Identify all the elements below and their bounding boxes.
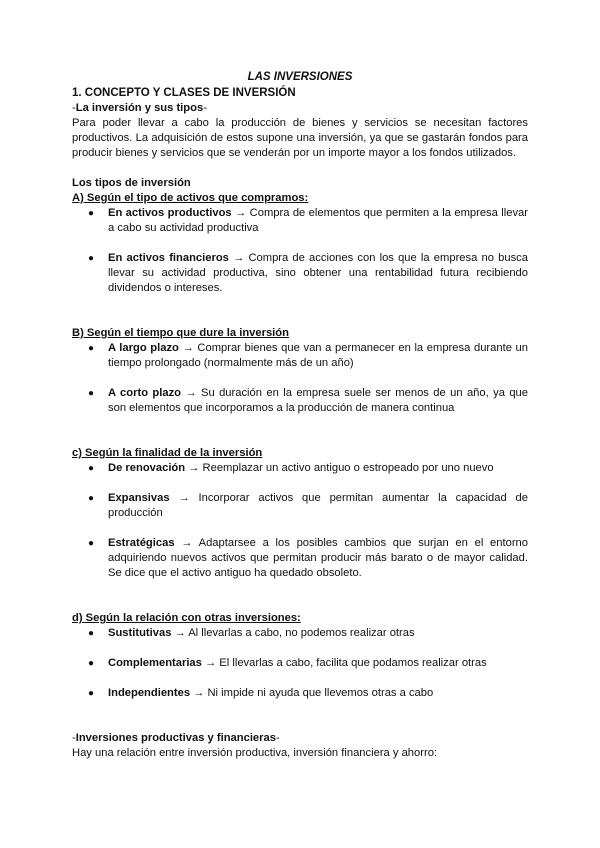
group-a-list bbox=[72, 206, 528, 296]
list-item: ● En activos financieros → Compra de acciones con los que la empresa no busca llevar su actividad productiva, sino obtener una rentabilidad futura recibiendo dividendos o intereses. bbox=[88, 252, 528, 294]
relation-paragraph: Hay una relación entre inversión productiva, inversión financiera y ahorro: bbox=[72, 747, 438, 759]
bullet-icon: ● bbox=[88, 538, 95, 549]
list-item: ● De renovación → Reemplazar un activo antiguo o estropeado por uno nuevo bbox=[88, 462, 494, 474]
subheading-productive-financial: -Inversiones productivas y financieras- bbox=[72, 732, 280, 744]
group-c-heading: c) Según la finalidad de la inversión bbox=[72, 447, 263, 459]
intro-paragraph: Para poder llevar a cabo la producción de bienes y servicios se necesitan factores productivos. La adquisición de estos supone una inversión, ya que se gastarán fondos para producir bienes y servicios que se venderán por un importe mayor a los fondos utilizados. bbox=[72, 117, 528, 159]
bullet-icon: ● bbox=[88, 493, 95, 504]
list-item: ● A largo plazo → Comprar bienes que van a permanecer en la empresa durante un tiempo prolongado (normalmente más de un año) bbox=[88, 342, 528, 369]
bullet-icon: ● bbox=[88, 343, 95, 354]
list-item: ● Complementarias → El llevarlas a cabo, facilita que podamos realizar otras bbox=[88, 657, 487, 669]
document-title: LAS INVERSIONES bbox=[247, 71, 353, 83]
bullet-icon: ● bbox=[88, 463, 95, 474]
bullet-icon: ● bbox=[88, 208, 95, 219]
list-item: ● Independientes → Ni impide ni ayuda que llevemos otras a cabo bbox=[88, 687, 434, 699]
list-item: ● Expansivas → Incorporar activos que permitan aumentar la capacidad de producción bbox=[88, 492, 528, 519]
list-item: ● A corto plazo → Su duración en la empresa suele ser menos de un año, ya que son elementos que incorporamos a la producción de manera continua bbox=[88, 387, 528, 414]
group-d-list bbox=[72, 626, 528, 701]
subheading-investment-types: -La inversión y sus tipos- bbox=[72, 102, 207, 114]
section-heading: 1. CONCEPTO Y CLASES DE INVERSIÓN bbox=[72, 87, 296, 99]
bullet-icon: ● bbox=[88, 688, 95, 699]
bullet-icon: ● bbox=[88, 253, 95, 264]
list-item: ● En activos productivos → Compra de elementos que permiten a la empresa llevar a cabo su actividad productiva bbox=[88, 207, 528, 234]
types-heading: Los tipos de inversión bbox=[72, 177, 191, 189]
group-b-heading: B) Según el tiempo que dure la inversión bbox=[72, 327, 289, 339]
list-item: ● Estratégicas → Adaptarsee a los posibles cambios que surjan en el entorno adquiriendo nuevos activos que permitan producir más barato o de mayor calidad. Se dice que el activo antiguo ha quedado obsoleto. bbox=[88, 537, 528, 579]
group-a-heading: A) Según el tipo de activos que compramos: bbox=[72, 192, 309, 204]
bullet-icon: ● bbox=[88, 658, 95, 669]
list-item: ● Sustitutivas → Al llevarlas a cabo, no podemos realizar otras bbox=[88, 627, 415, 639]
group-b-list bbox=[72, 341, 528, 416]
bullet-icon: ● bbox=[88, 628, 95, 639]
group-c-list bbox=[72, 461, 528, 581]
bullet-icon: ● bbox=[88, 388, 95, 399]
group-d-heading: d) Según la relación con otras inversiones: bbox=[72, 612, 301, 624]
document-page bbox=[72, 70, 528, 761]
